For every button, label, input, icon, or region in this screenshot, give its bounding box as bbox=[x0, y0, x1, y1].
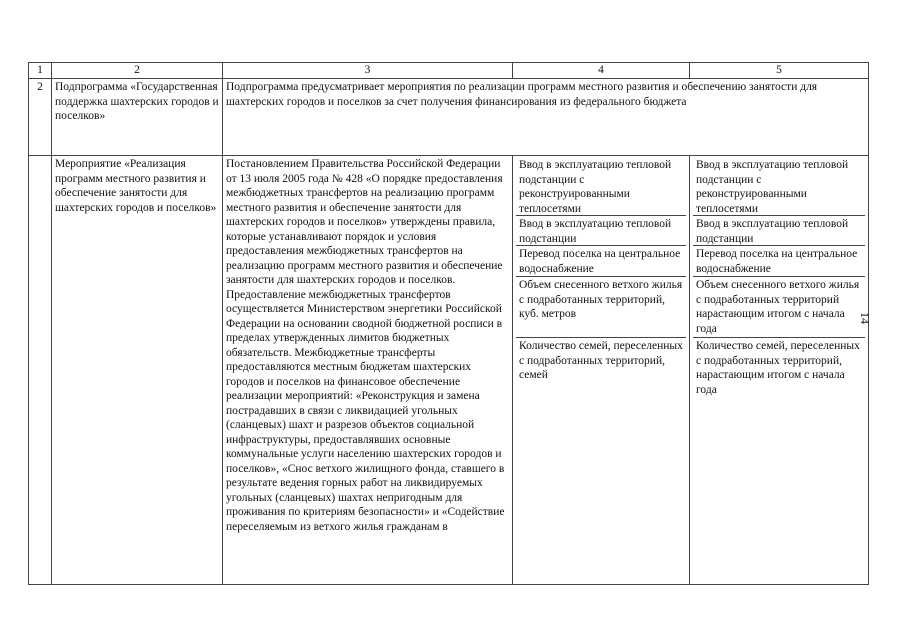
column-number-2: 2 bbox=[52, 63, 223, 79]
column-number-4: 4 bbox=[513, 63, 690, 79]
measure-name: Мероприятие «Реализация программ местного развития и обеспечение занятости для шахтерских городов и поселков» bbox=[52, 156, 223, 585]
program-table bbox=[28, 62, 869, 585]
indicators-column-5 bbox=[690, 156, 869, 585]
indicator-5-1: Ввод в эксплуатацию тепловой подстанции с реконструированными теплосетями bbox=[693, 157, 865, 216]
indicator-5-4: Объем снесенного ветхого жилья с подработанных территорий нарастающим итогом с начала года bbox=[693, 277, 865, 338]
measure-number bbox=[29, 156, 52, 585]
page-number: 14 bbox=[858, 312, 872, 324]
measure-row bbox=[29, 156, 869, 585]
indicator-4-4: Объем снесенного ветхого жилья с подработанных территорий, куб. метров bbox=[516, 277, 686, 338]
indicator-4-2: Ввод в эксплуатацию тепловой подстанции bbox=[516, 216, 686, 246]
indicator-4-3: Перевод поселка на центральное водоснабжение bbox=[516, 246, 686, 277]
indicator-5-5: Количество семей, переселенных с подработанных территорий, нарастающим итогом с начала года bbox=[696, 340, 860, 396]
subprogram-name: Подпрограмма «Государственная поддержка шахтерских городов и поселков» bbox=[52, 79, 223, 156]
column-number-3: 3 bbox=[223, 63, 513, 79]
measure-description: Постановлением Правительства Российской Федерации от 13 июля 2005 года № 428 «О порядке предоставления межбюджетных трансфертов на реализацию программ местного развития и обеспечение занятости для шахтерских городов и поселков» утверждены правила, которые устанавливают порядок и условия предоставления межбюджетных трансфертов на реализацию программ местного развития и обеспечение занятости для шахтерских городов и поселков. Предоставление межбюджетных трансфертов осуществляется Министерством энергетики Российской Федерации на основании сводной бюджетной росписи в пределах утвержденных лимитов бюджетных обязательств. Межбюджетные трансферты предоставляются местным бюджетам шахтерских городов и поселков на финансовое обеспечение реализации мероприятий: «Реконструкция и замена пострадавших в связи с ликвидацией угольных (сланцевых) шахт и разрезов объектов социальной инфраструктуры, предоставлявших основные коммунальные услуги населению шахтерских городов и поселков», «Снос ветхого жилищного фонда, ставшего в результате ведения горных работ на ликвидируемых угольных (сланцевых) шахтах непригодным для проживания по критериям безопасности» и «Содействие переселяемым из ветхого жилья гражданам в bbox=[223, 156, 513, 585]
subprogram-row bbox=[29, 79, 869, 156]
subprogram-description: Подпрограмма предусматривает мероприятия по реализации программ местного развития и обеспечению занятости для шахтерских городов и поселков за счет получения финансирования из федерального бюджета bbox=[223, 79, 869, 156]
column-number-5: 5 bbox=[690, 63, 869, 79]
column-number-1: 1 bbox=[29, 63, 52, 79]
indicator-5-2: Ввод в эксплуатацию тепловой подстанции bbox=[693, 216, 865, 246]
indicator-5-3: Перевод поселка на центральное водоснабжение bbox=[693, 246, 865, 277]
indicators-column-4 bbox=[513, 156, 690, 585]
column-number-row bbox=[29, 63, 869, 79]
indicator-4-5: Количество семей, переселенных с подработанных территорий, семей bbox=[519, 340, 683, 381]
subprogram-number: 2 bbox=[29, 79, 52, 156]
indicator-4-1: Ввод в эксплуатацию тепловой подстанции с реконструированными теплосетями bbox=[516, 157, 686, 216]
